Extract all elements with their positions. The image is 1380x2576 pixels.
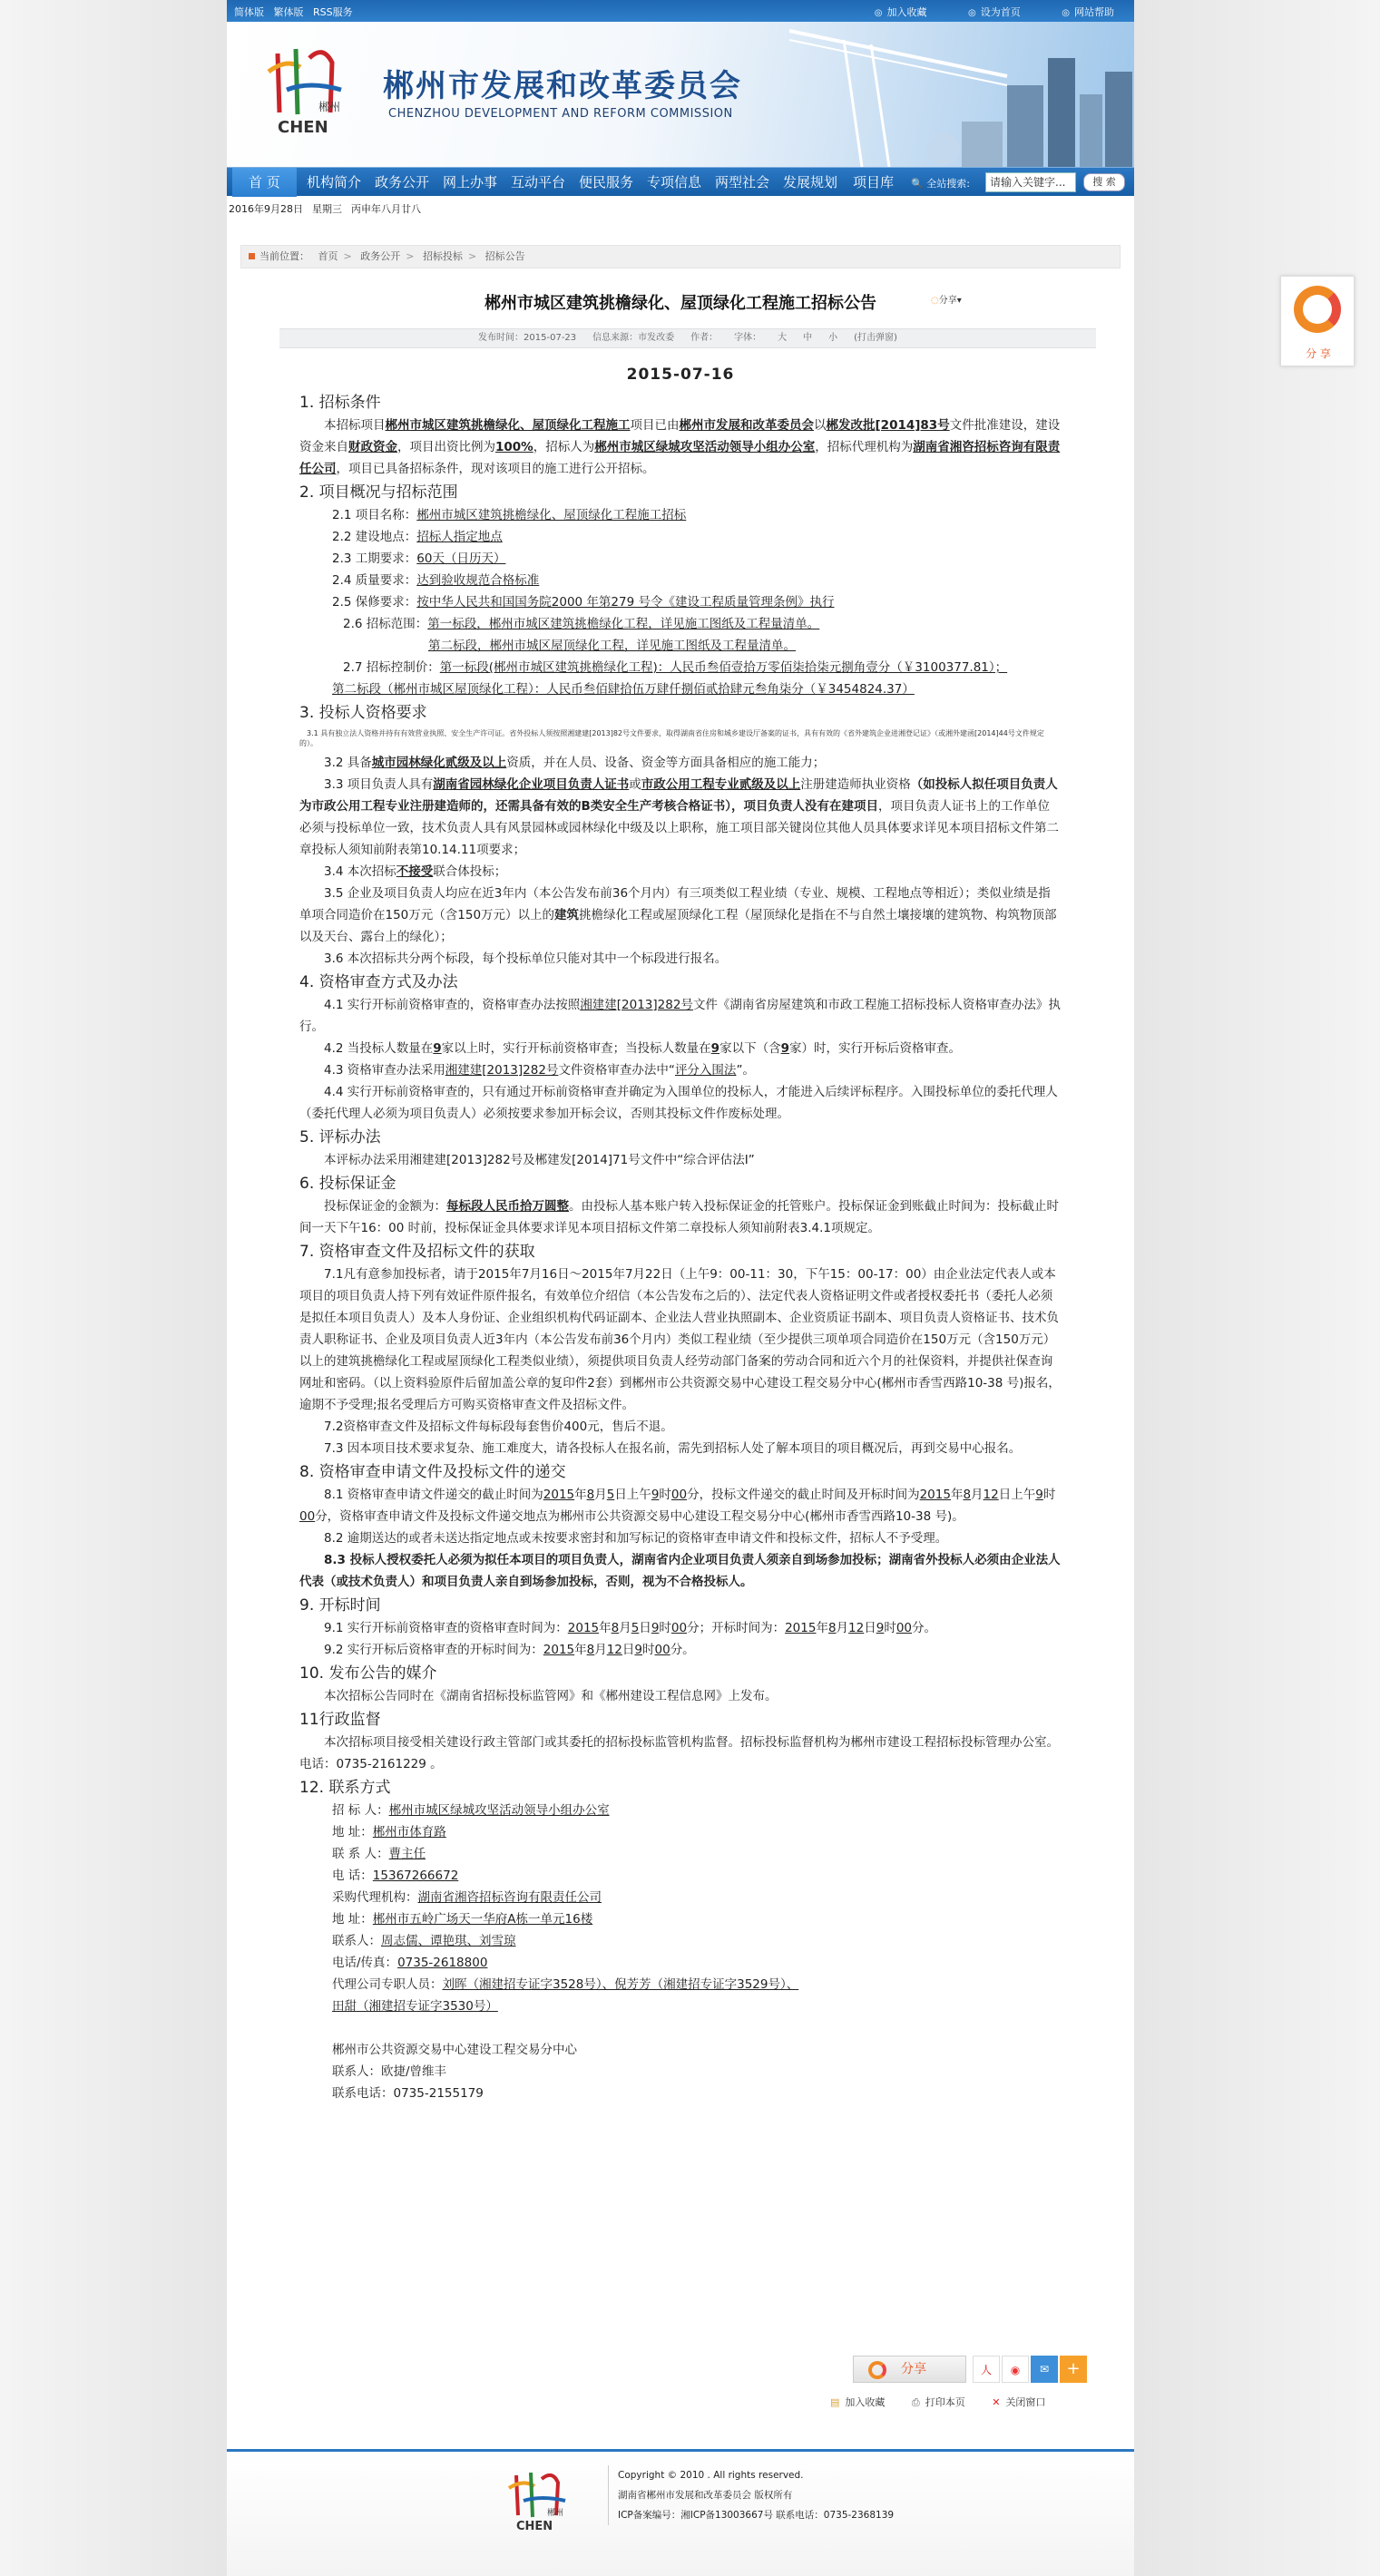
- nav-public-service[interactable]: 便民服务: [579, 174, 634, 190]
- contact-row: 招 标 人：郴州市城区绿城攻坚活动领导小组办公室: [332, 1803, 610, 1818]
- set-homepage-link[interactable]: ◎ 设为首页: [968, 6, 1021, 18]
- search-icon: 🔍: [911, 178, 924, 190]
- svg-text:CHEN: CHEN: [278, 118, 328, 137]
- nav-home[interactable]: 首 页: [232, 168, 297, 197]
- svg-text:郴州: 郴州: [318, 101, 341, 113]
- section-heading: 1. 招标条件: [299, 394, 381, 412]
- paragraph: 9.1 实行开标前资格审查的资格审查时间为：2015年8月5日9时00分；开标时间为：2015年8月12日9时00分。: [324, 1621, 937, 1635]
- article-date-heading: 2015-07-16: [626, 366, 735, 384]
- qzone-icon[interactable]: ✉: [1031, 2356, 1058, 2383]
- print-button[interactable]: ⎙ 打印本页: [911, 2396, 965, 2408]
- nav-interaction[interactable]: 互动平台: [511, 174, 566, 190]
- help-link[interactable]: ◎ 网站帮助: [1062, 6, 1114, 18]
- contact-row: 地 址：郴州市体育路: [332, 1825, 446, 1839]
- add-favorite-link[interactable]: ◎ 加入收藏: [874, 6, 927, 18]
- section-heading: 3. 投标人资格要求: [299, 704, 427, 722]
- site-logo[interactable]: [259, 40, 355, 140]
- site-name: 郴州市发展和改革委员会: [383, 68, 742, 104]
- paragraph: 3.5 企业及项目负责人均应在近3年内（本公告发布前36个月内）有三项类似工程业绩（专业、规模、工程地点等相近）；类似业绩是指单项合同造价在150万元（含150万元）以上的建筑挑檐绿化工程或屋顶绿化工程（屋顶绿化是指在不与自然土壤接壤的建筑物、构筑物顶部以及天台、露台上的绿化）；: [299, 886, 1057, 944]
- paragraph: 3.3 项目负责人具有湖南省园林绿化企业项目负责人证书或市政公用工程专业贰级及以上注册建造师执业资格（如投标人拟任项目负责人为市政公用工程专业注册建造师的，还需具备有效的B类安全生产考核合格证书），项目负责人没有在建项目，项目负责人证书上的工作单位必须与投标单位一致，技术负责人具有风景园林或园林绿化中级及以上职称，施工项目部关键岗位其他人员具体要求详见本项目招标文件第二章投标人须知前附表第10.14.11项要求；: [299, 777, 1059, 857]
- nav-about[interactable]: 机构简介: [307, 174, 362, 190]
- agency-phone: 联系电话：0735-2155179: [332, 2086, 484, 2101]
- article-body: [299, 390, 1062, 2104]
- list-item: 2.4 质量要求：达到验收规范合格标准: [332, 573, 540, 588]
- paragraph: 本评标办法采用湘建建[2013]282号及郴建发[2014]71号文件中“综合评估法I”: [324, 1153, 755, 1167]
- search-button[interactable]: 搜 索: [1083, 173, 1125, 191]
- breadcrumb-current[interactable]: 招标公告: [484, 250, 525, 262]
- paragraph: 4.1 实行开标前资格审查的，资格审查办法按照湘建建[2013]282号文件《湖南省房屋建筑和市政工程施工招标投标人资格审查办法》执行。: [299, 998, 1061, 1034]
- article-title: 郴州市城区建筑挑檐绿化、屋顶绿化工程施工招标公告: [484, 294, 876, 313]
- svg-text:郴州: 郴州: [547, 2509, 564, 2518]
- location-icon: [249, 253, 255, 259]
- search-input[interactable]: 请输入关键字...: [985, 172, 1076, 192]
- footer-logo: [504, 2468, 576, 2533]
- paragraph: 4.2 当投标人数量在9家以上时，实行开标前资格审查；当投标人数量在9家以下（含9家）时，实行开标后资格审查。: [324, 1041, 961, 1056]
- contact-row: 联 系 人：曹主任: [332, 1847, 426, 1861]
- add-favorite-button[interactable]: ▤ 加入收藏: [830, 2396, 886, 2408]
- svg-text:CHEN: CHEN: [516, 2520, 553, 2533]
- section-heading: 4. 资格审查方式及办法: [299, 973, 458, 991]
- paragraph: 7.2资格审查文件及招标文件每标段每套售价400元，售后不退。: [324, 1420, 673, 1434]
- site-name-en: CHENZHOU DEVELOPMENT AND REFORM COMMISSION: [388, 107, 733, 121]
- paragraph: 本次招标公告同时在《湖南省招标投标监管网》和《郴州建设工程信息网》上发布。: [324, 1689, 778, 1703]
- page: [227, 0, 1134, 2576]
- section-heading: 8. 资格审查申请文件及投标文件的递交: [299, 1463, 566, 1481]
- nav-planning[interactable]: 发展规划: [783, 174, 838, 190]
- close-icon: ✕: [992, 2396, 1001, 2408]
- contact-row: 采购代理机构：湖南省湘咨招标咨询有限责任公司: [332, 1890, 602, 1905]
- bookmark-icon: ▤: [830, 2396, 840, 2408]
- contact-row: 代理公司专职人员：刘晖（湘建招专证字3528号）、倪芳芳（湘建招专证字3529号）、: [332, 1977, 799, 1992]
- contact-row: 地 址：郴州市五岭广场天一华府A栋一单元16楼: [332, 1912, 593, 1927]
- breadcrumb: 当前位置： 首页 > 政务公开 > 招标投标 > 招标公告: [240, 245, 1121, 268]
- section-heading: 10. 发布公告的媒介: [299, 1664, 437, 1683]
- close-window-button[interactable]: ✕ 关闭窗口: [992, 2396, 1046, 2408]
- icp-info: ICP备案编号：湘ICP备13003667号 联系电话：0735-2368139: [618, 2510, 895, 2521]
- crane-skyline-illustration: [735, 22, 1134, 167]
- paragraph: 投标保证金的金额为：每标段人民币拾万圆整。由投标人基本账户转入投标保证金的托管账户。投标保证金到账截止时间为：投标截止时间一天下午16：00 时前，投标保证金具体要求详见本项目招标文件第二章投标人须知前附表3.4.1项规定。: [299, 1199, 1059, 1235]
- list-item: 2.7 招标控制价：第一标段(郴州市城区建筑挑檐绿化工程)：人民币叁佰壹拾万零佰柒拾柒元捌角壹分（￥3100377.81）；: [343, 660, 1008, 675]
- fine-print: 3.1 具有独立法人资格并持有有效营业执照、安全生产许可证。省外投标人须按照湘建建[2013]82号文件要求，取得湖南省住房和城乡建设厅备案的证书，具有有效的《省外建筑企业进湘登记证》（或湘外建函[2014]44号文件规定的）。: [299, 729, 1044, 747]
- list-item: 2.6 招标范围：第一标段，郴州市城区建筑挑檐绿化工程，详见施工图纸及工程量清单。: [343, 617, 820, 631]
- list-item: 第二标段（郴州市城区屋顶绿化工程）：人民币叁佰肆拾伍万肆仟捌佰贰拾肆元叁角柒分（￥3454824.37）: [332, 682, 915, 697]
- paragraph: 本次招标项目接受相关建设行政主管部门或其委托的招标投标监管机构监督。招标投标监督机构为郴州市建设工程招标投标管理办公室。电话：0735-2161229 。: [299, 1735, 1059, 1771]
- owner: 湖南省郴州市发展和改革委员会 版权所有: [618, 2490, 793, 2501]
- date-line: 2016年9月28日 星期三 丙申年八月廿八: [229, 203, 421, 215]
- renren-icon[interactable]: 人: [973, 2356, 1000, 2383]
- paragraph: 3.2 具备城市园林绿化贰级及以上资质，并在人员、设备、资金等方面具备相应的施工能力；: [324, 756, 826, 770]
- list-item: 2.2 建设地点：招标人指定地点: [332, 530, 503, 544]
- paragraph: 8.2 逾期送达的或者未送达指定地点或未按要求密封和加写标记的资格审查申请文件和投标文件，招标人不予受理。: [324, 1531, 948, 1546]
- traditional-link[interactable]: 繁体版: [273, 6, 304, 18]
- contact-row: 电 话：15367266672: [332, 1869, 459, 1883]
- paragraph: 9.2 实行开标后资格审查的开标时间为：2015年8月12日9时00分。: [324, 1643, 695, 1657]
- paragraph: 3.6 本次招标共分两个标段，每个投标单位只能对其中一个标段进行报名。: [324, 951, 728, 966]
- breadcrumb-home[interactable]: 首页: [318, 250, 338, 262]
- site-search: [911, 172, 1129, 192]
- search-label: 🔍 全站搜索:: [911, 178, 970, 190]
- paragraph: 8.3 投标人授权委托人必须为拟任本项目的项目负责人，湖南省内企业项目负责人须亲自到场参加投标；湖南省外投标人必须由企业法人代表（或技术负责人）和项目负责人亲自到场参加投标，否则，视为不合格投标人。: [299, 1553, 1061, 1589]
- nav-two-type-society[interactable]: 两型社会: [715, 174, 770, 190]
- more-share-icon[interactable]: +: [1060, 2356, 1087, 2383]
- help-icon: ◎: [1062, 8, 1070, 18]
- share-logo-icon: [868, 2361, 886, 2379]
- close-popup-link[interactable]: (打击弹窗): [854, 333, 897, 343]
- share-icon: ◌: [931, 296, 939, 306]
- footer: [227, 2449, 1134, 2576]
- list-item: 第二标段，郴州市城区屋顶绿化工程，详见施工图纸及工程量清单。: [428, 639, 796, 653]
- agency-contact: 联系人：欧捷/曾维丰: [332, 2064, 447, 2079]
- main-nav: [227, 167, 1134, 196]
- paragraph: 3.4 本次招标不接受联合体投标；: [324, 864, 507, 879]
- share-small-button[interactable]: ◌分享▾: [931, 296, 962, 306]
- rss-link[interactable]: RSS服务: [313, 6, 353, 18]
- paragraph: 7.1凡有意参加投标者，请于2015年7月16日～2015年7月22日（上午9：00-11：30，下午15：00-17：00）由企业法定代表人或本项目的项目负责人持下列有效证件原件报名，有效单位介绍信（本公告发布之后的）、法定代表人资格证明文件或者授权委托书（委托人必须是拟任本项目负责人）及本人身份证、企业组织机构代码证副本、企业法人营业执照副本、企业资质证书副本、项目负责人资格证书、技术负责人职称证书、企业及项目负责人近3年内（本公告发布前36个月内）类似工程业绩（至少提供三项单项合同造价在150万元（含150万元）以上的建筑挑檐绿化工程或屋顶绿化工程类似业绩），须提供项目负责人经劳动部门备案的劳动合同和近六个月的社保资料，并提供社保查询网址和密码。（以上资料验原件后留加盖公章的复印件2套）到郴州市公共资源交易中心建设工程交易分中心(郴州市香雪西路10-38 号)报名，逾期不予受理;报名受理后方可购买资格审查文件及招标文件。: [299, 1267, 1061, 1412]
- article-meta: 发布时间：2015-07-23 信息来源：市发改委 作者： 字体： 大 中 小 (打击弹窗): [279, 328, 1096, 348]
- share-bar: [853, 2355, 1092, 2384]
- font-medium[interactable]: 中: [803, 333, 813, 343]
- home-icon: ◎: [968, 8, 976, 18]
- contact-row: 田甜（湘建招专证字3530号）: [332, 1999, 498, 2014]
- section-heading: 12. 联系方式: [299, 1779, 391, 1797]
- header-banner: [227, 22, 1134, 167]
- contact-row: 电话/传真：0735-2618800: [332, 1956, 488, 1970]
- section-heading: 7. 资格审查文件及招标文件的获取: [299, 1243, 535, 1261]
- agency-name: 郴州市公共资源交易中心建设工程交易分中心: [332, 2043, 577, 2057]
- print-icon: ⎙: [911, 2396, 920, 2408]
- footer-text: [608, 2465, 894, 2525]
- nav-project-library[interactable]: 项目库: [853, 174, 895, 190]
- list-item: 2.5 保修要求：按中华人民共和国国务院2000 年第279 号令《建设工程质量管理条例》执行: [332, 595, 835, 610]
- nav-gov-affairs[interactable]: 政务公开: [375, 174, 430, 190]
- contact-row: 联系人：周志儒、谭艳琪、刘雪琼: [332, 1934, 516, 1948]
- paragraph: 本招标项目郴州市城区建筑挑檐绿化、屋顶绿化工程施工项目已由郴州市发展和改革委员会以郴发改批[2014]83号文件批准建设，建设资金来自财政资金，项目出资比例为100%，招标人为郴州市城区绿城攻坚活动领导小组办公室，招标代理机构为湖南省湘咨招标咨询有限责任公司，项目已具备招标条件，现对该项目的施工进行公开招标。: [299, 418, 1061, 476]
- paragraph: 7.3 因本项目技术要求复杂、施工难度大，请各投标人在报名前，需先到招标人处了解本项目的项目概况后，再到交易中心报名。: [324, 1441, 1022, 1456]
- page-tools: [830, 2395, 1069, 2409]
- paragraph: 4.3 资格审查办法采用湘建建[2013]282号文件资格审查办法中“评分入围法”。: [324, 1063, 755, 1078]
- font-large[interactable]: 大: [778, 333, 788, 343]
- share-logo-icon: [1294, 286, 1341, 333]
- paragraph: 4.4 实行开标前资格审查的，只有通过开标前资格审查并确定为入围单位的投标人，才能进入后续评标程序。入围投标单位的委托代理人（委托代理人必须为项目负责人）必须按要求参加开标会议，否则其投标文件作废标处理。: [299, 1085, 1058, 1121]
- star-icon: ◎: [874, 8, 883, 18]
- font-small[interactable]: 小: [828, 333, 838, 343]
- simplified-link[interactable]: 简体版: [234, 6, 264, 18]
- floating-share-button[interactable]: 分 享: [1280, 276, 1355, 366]
- weibo-icon[interactable]: ◉: [1002, 2356, 1029, 2383]
- section-heading: 9. 开标时间: [299, 1596, 381, 1615]
- section-heading: 6. 投标保证金: [299, 1175, 396, 1193]
- paragraph: 8.1 资格审查申请文件递交的截止时间为2015年8月5日上午9时00分，投标文件递交的截止时间及开标时间为2015年8月12日上午9时00分，资格审查申请文件及投标文件递交地点为郴州市公共资源交易中心建设工程交易分中心(郴州市香雪西路10-38 号)。: [299, 1488, 1056, 1524]
- section-heading: 5. 评标办法: [299, 1128, 381, 1147]
- section-heading: 2. 项目概况与招标范围: [299, 483, 458, 502]
- nav-special-info[interactable]: 专项信息: [647, 174, 702, 190]
- section-heading: 11行政监督: [299, 1711, 381, 1729]
- copyright: Copyright © 2010 . All rights reserved.: [618, 2470, 804, 2481]
- contact-list: [299, 1800, 1062, 2104]
- breadcrumb-bidding[interactable]: 招标投标: [422, 250, 463, 262]
- nav-online-service[interactable]: 网上办事: [443, 174, 498, 190]
- share-button[interactable]: 分享: [853, 2356, 966, 2383]
- top-bar: [227, 0, 1134, 22]
- breadcrumb-gov-affairs[interactable]: 政务公开: [360, 250, 401, 262]
- list-item: 2.1 项目名称：郴州市城区建筑挑檐绿化、屋顶绿化工程施工招标: [332, 508, 687, 522]
- list-item: 2.3 工期要求：60天（日历天）: [332, 551, 506, 566]
